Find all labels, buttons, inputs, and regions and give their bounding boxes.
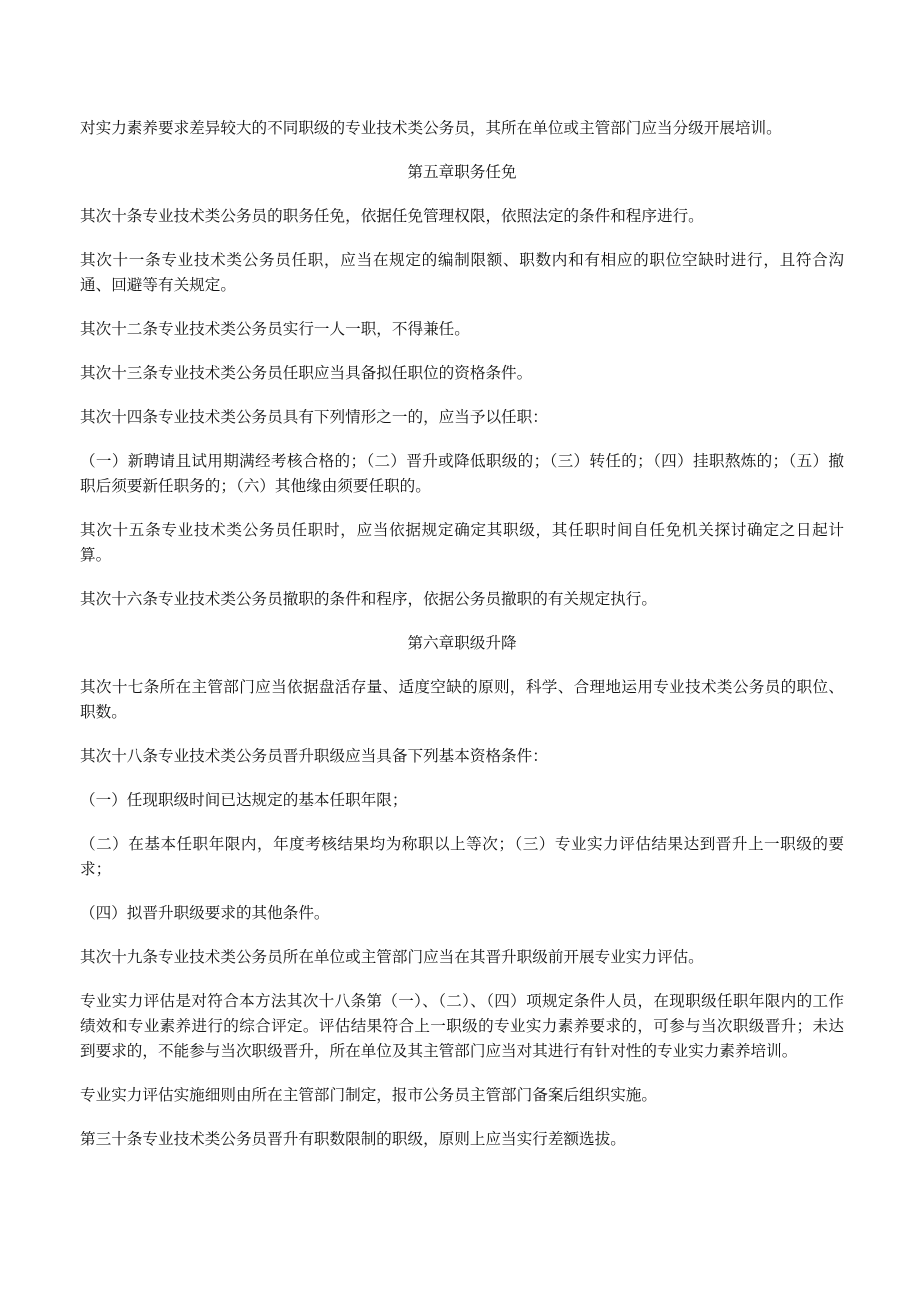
article-twenty-nine: 其次十九条专业技术类公务员所在单位或主管部门应当在其晋升职级前开展专业实力评估。 — [80, 948, 704, 966]
article-twenty: 其次十条专业技术类公务员的职务任免，依据任免管理权限，依照法定的条件和程序进行。 — [80, 207, 704, 225]
paragraph-training: 对实力素养要求差异较大的不同职级的专业技术类公务员，其所在单位或主管部门应当分级开展培训。 — [80, 119, 782, 137]
article-twenty-eight-item-one: （一）任现职级时间已达规定的基本任职年限； — [80, 791, 408, 809]
chapter-five-heading: 第五章职务任免 — [407, 163, 517, 181]
assessment-rules: 专业实力评估实施细则由所在主管部门制定，报市公务员主管部门备案后组织实施。 — [80, 1086, 657, 1104]
article-twenty-two: 其次十二条专业技术类公务员实行一人一职，不得兼任。 — [80, 320, 470, 338]
article-twenty-six: 其次十六条专业技术类公务员撤职的条件和程序，依据公务员撤职的有关规定执行。 — [80, 590, 657, 608]
article-twenty-eight: 其次十八条专业技术类公务员晋升职级应当具备下列基本资格条件： — [80, 747, 548, 765]
assessment-definition: 专业实力评估是对符合本方法其次十八条第（一）、（二）、（四）项规定条件人员，在现职级任职年限内的工作绩效和专业素养进行的综合评定。评估结果符合上一职级的专业实力素养要求的，可参与当次职级晋升；未达到要求的，不能参与当次职级晋升，所在单位及其主管部门应当对其进行有针对性的专业实力素养培训。 — [80, 992, 844, 1060]
article-twenty-three: 其次十三条专业技术类公务员任职应当具备拟任职位的资格条件。 — [80, 364, 533, 382]
document-body — [80, 116, 844, 1171]
article-thirty: 第三十条专业技术类公务员晋升有职数限制的职级，原则上应当实行差额选拔。 — [80, 1130, 626, 1148]
article-twenty-four: 其次十四条专业技术类公务员具有下列情形之一的，应当予以任职： — [80, 408, 548, 426]
chapter-six-heading: 第六章职级升降 — [407, 634, 517, 652]
article-twenty-eight-item-four: （四）拟晋升职级要求的其他条件。 — [80, 904, 330, 922]
article-twenty-eight-items-two-three: （二）在基本任职年限内，年度考核结果均为称职以上等次；（三）专业实力评估结果达到晋升上一职级的要求； — [80, 835, 844, 878]
article-twenty-four-items: （一）新聘请且试用期满经考核合格的；（二）晋升或降低职级的；（三）转任的；（四）挂职熬炼的；（五）撤职后须要新任职务的；（六）其他缘由须要任职的。 — [80, 452, 844, 495]
article-twenty-seven: 其次十七条所在主管部门应当依据盘活存量、适度空缺的原则，科学、合理地运用专业技术类公务员的职位、职数。 — [80, 678, 844, 721]
article-twenty-one: 其次十一条专业技术类公务员任职，应当在规定的编制限额、职数内和有相应的职位空缺时进行，且符合沟通、回避等有关规定。 — [80, 251, 844, 294]
article-twenty-five: 其次十五条专业技术类公务员任职时，应当依据规定确定其职级，其任职时间自任免机关探讨确定之日起计算。 — [80, 521, 844, 564]
